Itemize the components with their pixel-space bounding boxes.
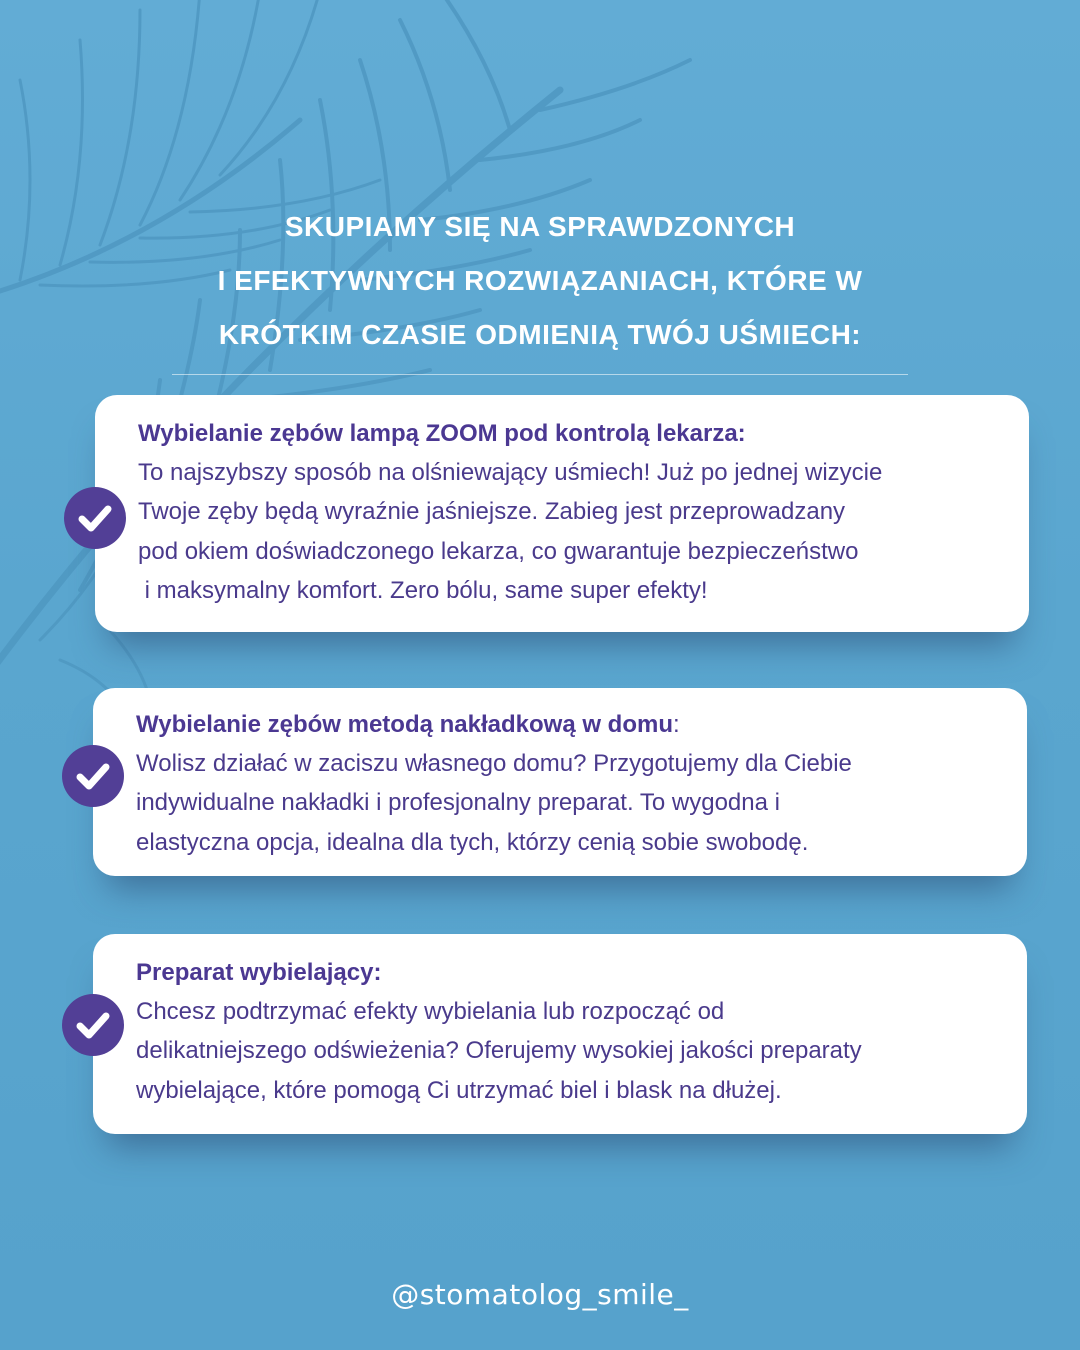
card-line: indywidualne nakładki i profesjonalny preparat. To wygodna i — [136, 789, 780, 817]
card-line: elastyczna opcja, idealna dla tych, którzy cenią sobie swobodę. — [136, 828, 809, 856]
check-circle-icon — [64, 487, 126, 549]
card-zoom-whitening-text — [138, 414, 882, 610]
card-whitening-product — [93, 934, 1027, 1134]
card-title-suffix: : — [673, 711, 680, 738]
card-line: Twoje zęby będą wyraźnie jaśniejsze. Zabieg jest przeprowadzany — [138, 498, 846, 526]
card-title: Wybielanie zębów lampą ZOOM pod kontrolą lekarza: — [138, 420, 746, 447]
card-title: Wybielanie zębów metodą nakładkową w domu — [136, 711, 673, 738]
card-line: wybielające, które pomogą Ci utrzymać biel i blask na dłużej. — [136, 1076, 782, 1104]
check-circle-icon — [62, 994, 124, 1056]
page-heading — [140, 200, 940, 362]
card-whitening-product-text — [136, 953, 862, 1110]
card-line: pod okiem doświadczonego lekarza, co gwarantuje bezpieczeństwo — [138, 537, 859, 565]
card-home-tray-whitening-text — [136, 705, 852, 862]
check-circle-icon — [62, 745, 124, 807]
card-zoom-whitening — [95, 395, 1029, 632]
card-title: Preparat wybielający: — [136, 959, 382, 986]
heading-line-3: KRÓTKIM CZASIE ODMIENIĄ TWÓJ UŚMIECH: — [218, 319, 862, 350]
card-line: delikatniejszego odświeżenia? Oferujemy wysokiej jakości preparaty — [136, 1037, 862, 1065]
card-line: Wolisz działać w zaciszu własnego domu? Przygotujemy dla Ciebie — [136, 750, 852, 778]
card-line: Chcesz podtrzymać efekty wybielania lub rozpocząć od — [136, 998, 725, 1026]
instagram-handle[interactable]: @stomatolog_smile_ — [391, 1278, 689, 1311]
card-line: To najszybszy sposób na olśniewający uśmiech! Już po jednej wizycie — [138, 459, 883, 487]
card-line: i maksymalny komfort. Zero bólu, same super efekty! — [138, 576, 708, 604]
heading-divider — [172, 374, 908, 375]
heading-line-2: I EFEKTYWNYCH ROZWIĄZANIACH, KTÓRE W — [217, 265, 863, 296]
card-home-tray-whitening — [93, 688, 1027, 876]
heading-line-1: SKUPIAMY SIĘ NA SPRAWDZONYCH — [284, 211, 796, 242]
